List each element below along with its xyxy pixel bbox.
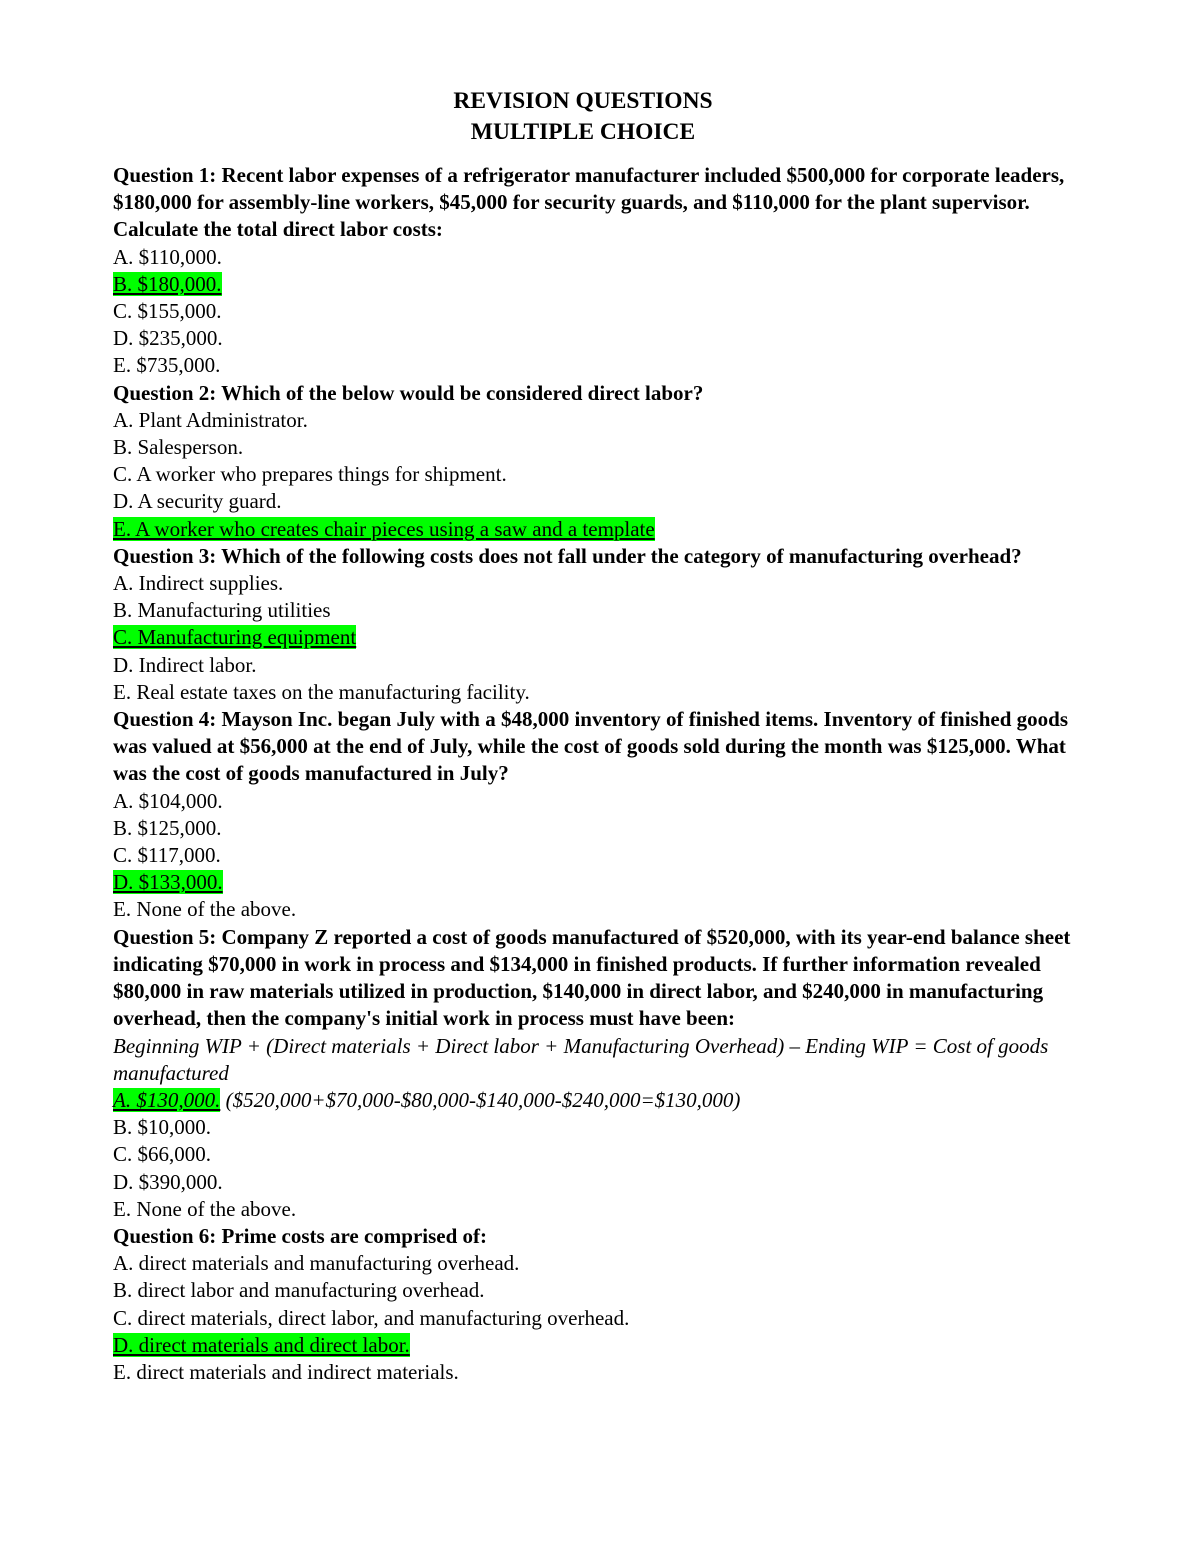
document-page	[113, 86, 1073, 1386]
q5-option-c	[113, 1141, 1073, 1168]
q4-option-e	[113, 896, 1073, 923]
q3-option-b	[113, 597, 1073, 624]
q4-option-a-text: A. $104,000.	[113, 788, 223, 813]
question-3	[113, 543, 1073, 706]
q3-correct-answer: C. Manufacturing equipment	[113, 625, 357, 650]
q2-option-e	[113, 516, 1073, 543]
q4-option-d	[113, 869, 1073, 896]
question-5-text: Question 5: Company Z reported a cost of goods manufactured of $520,000, with its year-end balance sheet indicating $70,000 in work in process and $134,000 in finished products. If further information revealed $80,000 in raw materials utilized in production, $140,000 in direct labor, and $240,000 in manufacturing overhead, then the company's initial work in process must have been:	[113, 924, 1071, 1031]
q5-option-a	[113, 1087, 1073, 1114]
q1-option-e	[113, 352, 1073, 379]
q4-correct-answer: D. $133,000.	[113, 870, 223, 895]
q2-correct-answer: E. A worker who creates chair pieces using a saw and a template	[113, 516, 655, 541]
q3-option-a	[113, 570, 1073, 597]
q6-option-b	[113, 1277, 1073, 1304]
q3-option-d	[113, 652, 1073, 679]
q3-option-d-text: D. Indirect labor.	[113, 652, 257, 677]
q2-option-b-text: B. Salesperson.	[113, 435, 244, 460]
q5-option-b	[113, 1114, 1073, 1141]
q2-option-d-text: D. A security guard.	[113, 489, 282, 514]
q1-option-c-text: C. $155,000.	[113, 299, 222, 324]
q3-option-e-text: E. Real estate taxes on the manufacturing facility.	[113, 679, 530, 704]
q4-option-a	[113, 788, 1073, 815]
q5-option-d	[113, 1169, 1073, 1196]
question-1-text: Question 1: Recent labor expenses of a refrigerator manufacturer included $500,000 for corporate leaders, $180,000 for assembly-line workers, $45,000 for security guards, and $110,000 for the plant supervisor. Calculate the total direct labor costs:	[113, 163, 1065, 242]
q1-option-a-text: A. $110,000.	[113, 244, 222, 269]
document-title: REVISION QUESTIONS	[453, 88, 713, 114]
q6-correct-answer: D. direct materials and direct labor.	[113, 1332, 410, 1357]
q3-option-c	[113, 624, 1073, 651]
q6-option-a-text: A. direct materials and manufacturing overhead.	[113, 1251, 520, 1276]
q1-option-d-text: D. $235,000.	[113, 326, 223, 351]
q6-option-b-text: B. direct labor and manufacturing overhead.	[113, 1278, 485, 1303]
q6-option-c-text: C. direct materials, direct labor, and manufacturing overhead.	[113, 1305, 630, 1330]
question-6-text: Question 6: Prime costs are comprised of:	[113, 1223, 488, 1248]
question-1	[113, 162, 1073, 380]
q4-option-e-text: E. None of the above.	[113, 897, 297, 922]
question-4	[113, 706, 1073, 924]
q5-option-e	[113, 1196, 1073, 1223]
question-5	[113, 924, 1073, 1223]
q3-option-e	[113, 679, 1073, 706]
q2-option-c-text: C. A worker who prepares things for shipment.	[113, 462, 507, 487]
q6-option-e	[113, 1359, 1073, 1386]
q4-option-c-text: C. $117,000.	[113, 843, 221, 868]
q1-option-a	[113, 244, 1073, 271]
question-3-text: Question 3: Which of the following costs does not fall under the category of manufacturing overhead?	[113, 543, 1022, 568]
q4-option-b	[113, 815, 1073, 842]
q1-option-b	[113, 271, 1073, 298]
q5-option-e-text: E. None of the above.	[113, 1196, 297, 1221]
q3-option-b-text: B. Manufacturing utilities	[113, 598, 331, 623]
q5-option-c-text: C. $66,000.	[113, 1142, 212, 1167]
q6-option-e-text: E. direct materials and indirect materials.	[113, 1359, 459, 1384]
q5-formula: Beginning WIP + (Direct materials + Direct labor + Manufacturing Overhead) – Ending WIP = Cost of goods manufactured	[113, 1033, 1049, 1085]
q2-option-a-text: A. Plant Administrator.	[113, 407, 308, 432]
q5-option-b-text: B. $10,000.	[113, 1115, 212, 1140]
question-2	[113, 380, 1073, 543]
q2-option-d	[113, 488, 1073, 515]
q1-correct-answer: B. $180,000.	[113, 271, 222, 296]
question-6	[113, 1223, 1073, 1386]
q2-option-b	[113, 434, 1073, 461]
q3-option-a-text: A. Indirect supplies.	[113, 571, 284, 596]
q1-option-e-text: E. $735,000.	[113, 353, 221, 378]
q1-option-c	[113, 298, 1073, 325]
q4-option-b-text: B. $125,000.	[113, 815, 222, 840]
title-block	[113, 86, 1073, 148]
q2-option-c	[113, 461, 1073, 488]
q5-answer-note: ($520,000+$70,000-$80,000-$140,000-$240,000=$130,000)	[220, 1087, 741, 1112]
q5-correct-answer: A. $130,000.	[113, 1087, 221, 1112]
q6-option-a	[113, 1250, 1073, 1277]
q6-option-d	[113, 1332, 1073, 1359]
question-4-text: Question 4: Mayson Inc. began July with a $48,000 inventory of finished items. Inventory of finished goods was valued at $56,000 at the end of July, while the cost of goods sold during the month was $125,000. What was the cost of goods manufactured in July?	[113, 707, 1068, 786]
q4-option-c	[113, 842, 1073, 869]
q6-option-c	[113, 1305, 1073, 1332]
question-2-text: Question 2: Which of the below would be considered direct labor?	[113, 380, 704, 405]
document-subtitle: MULTIPLE CHOICE	[470, 119, 696, 145]
q5-option-d-text: D. $390,000.	[113, 1169, 223, 1194]
q1-option-d	[113, 325, 1073, 352]
q2-option-a	[113, 407, 1073, 434]
